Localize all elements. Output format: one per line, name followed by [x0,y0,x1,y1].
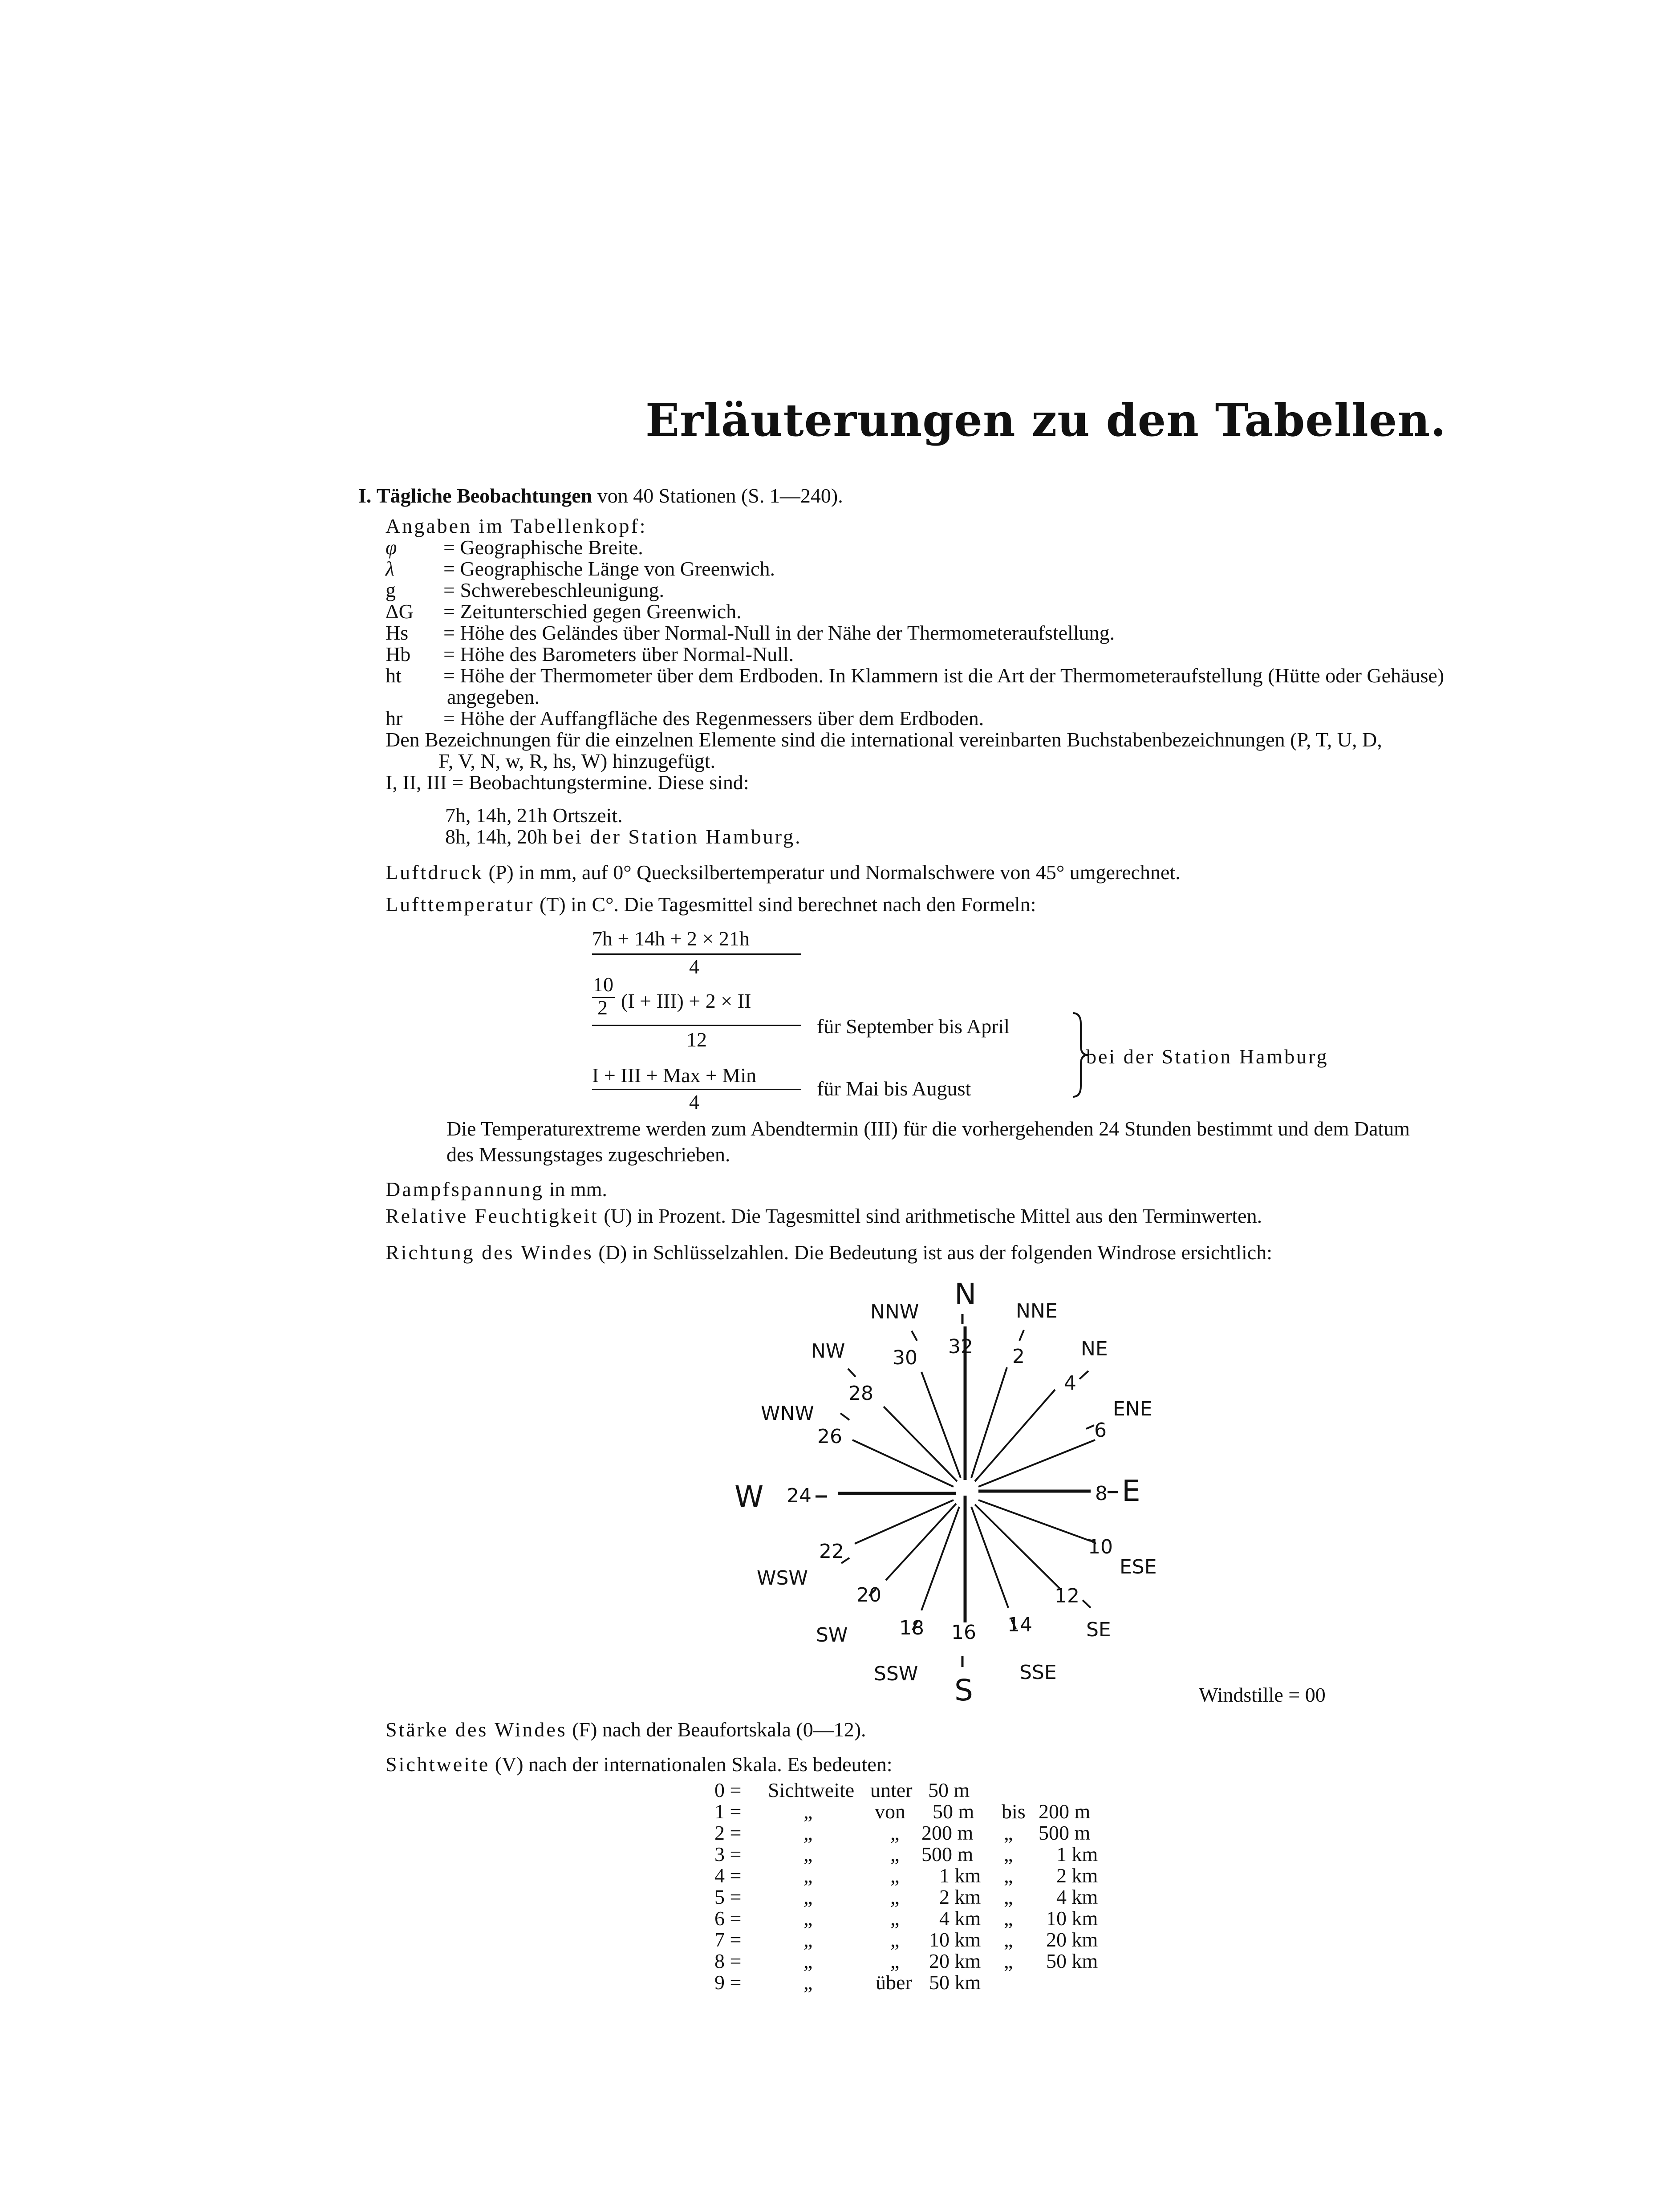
vis-quote: „ [803,1971,813,1994]
formula-3-numerator: I + III + Max + Min [592,1064,757,1087]
vis-quote: „ [803,1800,813,1823]
vis-to-label: „ [1004,1843,1013,1865]
vis-to-label: „ [1004,1821,1013,1844]
luftdruck-line [386,862,1181,883]
def-ht-cont [386,686,540,708]
def-text: = Höhe des Barometers über Normal-Null. [443,643,794,665]
vis-quote: „ [803,1907,813,1930]
wind-dir-line [386,1242,1272,1263]
formula-1-bar [592,953,801,955]
vis-code: 4 = [714,1864,742,1887]
vis-to-value: 500 m [1039,1821,1091,1844]
vis-quote: Sichtweite [768,1779,855,1801]
rose-label-wsw: WSW [757,1567,808,1590]
formula-1-numerator: 7h + 14h + 2 × 21h [592,927,750,950]
def-text: angegeben. [447,685,540,708]
windrose [734,1269,1202,1705]
feucht-label: Relative Feuchtigkeit [386,1204,599,1227]
vis-from-value: 200 m [921,1821,974,1844]
def-phi [386,537,643,558]
rose-tick-nnw [912,1331,917,1341]
vis-from-label: über [876,1971,912,1994]
rose-code-2: 2 [1012,1345,1025,1368]
formula-2-bar [592,1025,801,1026]
rose-ray-4 [975,1390,1055,1481]
vis-code: 1 = [714,1800,742,1823]
rose-label-wnw: WNW [761,1402,814,1425]
visibility-row [714,1886,1115,1908]
dampf-label: Dampfspannung [386,1178,544,1200]
vis-from-label: von [875,1800,905,1823]
formula-2-frac-den: 2 [597,996,608,1019]
lufttemp-line [386,894,1036,915]
page-title: Erläuterungen zu den Tabellen. [645,394,1447,446]
def-symbol: Hb [386,643,411,665]
vis-to-value: 1 km [1056,1843,1098,1865]
terms-local-label: Ortszeit. [552,804,623,827]
rose-label-w: W [734,1480,764,1514]
elements-line-2: F, V, N, w, R, hs, W) hinzugefügt. [438,750,716,772]
vis-from-label: unter [870,1779,913,1801]
terms-hamburg-times: 8h, 14h, 20h [445,825,548,848]
rose-label-ssw: SSW [874,1663,918,1685]
vis-from-value: 50 m [933,1800,974,1823]
rose-code-32: 32 [948,1335,973,1358]
rose-ray-10 [978,1500,1091,1541]
rose-label-ene: ENE [1113,1398,1152,1420]
vis-to-label: „ [1004,1928,1013,1951]
vis-from-value: 50 m [928,1779,970,1801]
rose-label-ne: NE [1081,1338,1108,1360]
vis-to-label: „ [1004,1886,1013,1908]
terms-local-times: 7h, 14h, 21h [445,804,548,827]
rose-code-26: 26 [817,1425,842,1448]
def-symbol: hr [386,707,403,730]
rose-ray-28 [884,1407,957,1481]
formula-2-frac-num: 10 [593,973,613,996]
rose-label-s: S [954,1673,973,1705]
vis-from-label: „ [890,1843,900,1865]
sicht-text: (V) nach der internationalen Skala. Es bedeuten: [495,1753,893,1776]
vis-code: 6 = [714,1907,742,1930]
def-text: = Höhe der Thermometer über dem Erdboden. In Klammern ist die Art der Thermometeraufstellung (Hütte oder Gehäuse) [443,664,1445,687]
staerke-line [386,1719,866,1740]
vis-code: 3 = [714,1843,742,1865]
vis-to-value: 2 km [1056,1864,1098,1887]
rose-code-10: 10 [1088,1536,1113,1558]
visibility-row [714,1972,1115,1993]
terms-hamburg [445,826,802,848]
rose-code-24: 24 [787,1484,812,1507]
rose-ray-2 [971,1367,1007,1478]
visibility-row [714,1865,1115,1886]
vis-to-value: 200 m [1039,1800,1091,1823]
staerke-text: (F) nach der Beaufortskala (0—12). [572,1718,866,1741]
rose-tick-nw [848,1369,856,1377]
sicht-line [386,1754,893,1775]
lufttemp-label: Lufttemperatur [386,893,535,916]
terms-local [445,805,623,826]
def-text: = Höhe des Geländes über Normal-Null in der Nähe der Thermometeraufstellung. [443,621,1115,644]
def-symbol: Hs [386,621,409,644]
vis-from-label: „ [890,1928,900,1951]
vis-from-value: 500 m [921,1843,974,1865]
rose-label-nw: NW [811,1340,845,1363]
rose-ray-14 [971,1507,1008,1608]
rose-ray-6 [978,1440,1095,1487]
def-hb [386,644,794,665]
section-heading [358,485,843,507]
vis-to-value: 10 km [1046,1907,1098,1930]
elements-line-1: Den Bezeichnungen für die einzelnen Elemente sind die international vereinbarten Buchstabenbezeichnungen (P, T, U, D, [386,728,1382,751]
def-symbol: λ [386,557,394,580]
formula-3-denominator: 4 [689,1091,699,1113]
vis-from-value: 10 km [929,1928,981,1951]
rose-ray-30 [921,1372,961,1478]
rose-code-4: 4 [1064,1372,1076,1395]
vis-to-value: 20 km [1046,1928,1098,1951]
vis-to-label: „ [1004,1864,1013,1887]
section-subtitle: von 40 Stationen (S. 1—240). [597,484,843,507]
vis-code: 2 = [714,1821,742,1844]
rose-code-8: 8 [1095,1482,1108,1505]
formula-2-label: für September bis April [817,1015,1010,1038]
vis-from-value: 2 km [939,1886,981,1908]
rose-label-nne: NNE [1016,1300,1058,1322]
def-lambda [386,558,775,580]
dampf-line [386,1179,607,1200]
def-text: = Geographische Länge von Greenwich. [443,557,775,580]
terms-hamburg-label: bei der Station Hamburg. [552,825,802,848]
vis-quote: „ [803,1821,813,1844]
terms-line: I, II, III = Beobachtungstermine. Diese sind: [386,771,749,794]
vis-quote: „ [803,1886,813,1908]
vis-to-value: 4 km [1056,1886,1098,1908]
formula-station-label: bei der Station Hamburg [1086,1045,1329,1068]
vis-quote: „ [803,1864,813,1887]
rose-code-14: 14 [1007,1614,1032,1636]
rose-tick-ne [1079,1371,1088,1379]
vis-from-value: 50 km [929,1971,981,1994]
visibility-row [714,1801,1115,1822]
extremes-line-2: des Messungstages zugeschrieben. [446,1143,730,1166]
feucht-line [386,1205,1262,1227]
section-number: I. [358,484,372,507]
def-text: = Geographische Breite. [443,536,643,559]
vis-code: 9 = [714,1971,742,1994]
vis-code: 5 = [714,1886,742,1908]
def-symbol: g [386,579,396,601]
vis-to-label: „ [1004,1950,1013,1972]
formula-2-numerator: (I + III) + 2 × II [621,989,751,1012]
vis-quote: „ [803,1843,813,1865]
dampf-text: in mm. [549,1178,607,1200]
formula-3-bar [592,1089,801,1090]
rose-label-se: SE [1086,1618,1111,1641]
luftdruck-label: Luftdruck [386,861,483,884]
formula-2-denominator: 12 [686,1028,707,1051]
vis-from-value: 20 km [929,1950,981,1972]
rose-tick-nne [1019,1330,1024,1341]
rose-label-e: E [1122,1474,1140,1508]
windstille-note: Windstille = 00 [1199,1683,1326,1706]
def-g [386,580,664,601]
def-text: = Höhe der Auffangfläche des Regenmessers über dem Erdboden. [443,707,984,730]
wind-dir-label: Richtung des Windes [386,1241,593,1264]
vis-from-label: „ [890,1864,900,1887]
formula-3-label: für Mai bis August [817,1077,971,1100]
rose-ray-12 [975,1504,1059,1588]
vis-quote: „ [803,1928,813,1951]
section-title: Tägliche Beobachtungen [376,484,592,507]
vis-quote: „ [803,1950,813,1972]
lufttemp-text: (T) in C°. Die Tagesmittel sind berechnet nach den Formeln: [539,893,1036,916]
rose-code-12: 12 [1055,1585,1079,1607]
vis-to-value: 50 km [1046,1950,1098,1972]
staerke-label: Stärke des Windes [386,1718,567,1741]
rose-code-20: 20 [856,1584,881,1606]
visibility-row [714,1822,1115,1844]
vis-from-value: 1 km [939,1864,981,1887]
vis-from-label: „ [890,1950,900,1972]
vis-code: 7 = [714,1928,742,1951]
visibility-row [714,1780,1115,1801]
rose-label-nnw: NNW [870,1301,919,1323]
vis-to-label: „ [1004,1907,1013,1930]
rose-tick-se [1083,1600,1091,1608]
rose-tick-wnw [840,1413,849,1420]
visibility-row [714,1951,1115,1972]
vis-code: 0 = [714,1779,742,1801]
vis-to-label: bis [1002,1800,1026,1823]
def-text: = Schwerebeschleunigung. [443,579,665,601]
sicht-label: Sichtweite [386,1753,490,1776]
visibility-row [714,1908,1115,1929]
rose-code-22: 22 [819,1540,844,1563]
rose-label-n: N [954,1277,977,1311]
def-symbol: ht [386,664,402,687]
rose-code-28: 28 [848,1382,873,1405]
visibility-row [714,1929,1115,1951]
def-hr [386,708,984,729]
rose-label-sse: SSE [1019,1661,1057,1684]
rose-tick-ene [1086,1425,1094,1429]
vis-from-label: „ [890,1907,900,1930]
def-symbol: φ [386,536,397,559]
vis-from-label: „ [890,1886,900,1908]
vis-from-label: „ [890,1821,900,1844]
rose-ray-18 [921,1507,959,1610]
formula-1-denominator: 4 [689,955,699,978]
def-hs [386,622,1115,644]
rose-code-18: 18 [899,1617,924,1639]
extremes-line-1: Die Temperaturextreme werden zum Abendtermin (III) für die vorhergehenden 24 Stunden bestimmt und dem Datum [446,1117,1410,1140]
luftdruck-text: (P) in mm, auf 0° Quecksilbertemperatur und Normalschwere von 45° umgerechnet. [488,861,1181,884]
def-delta-g [386,601,742,622]
def-symbol: ΔG [386,600,414,623]
rose-code-16: 16 [951,1621,976,1644]
vis-from-value: 4 km [939,1907,981,1930]
wind-dir-text: (D) in Schlüsselzahlen. Die Bedeutung ist aus der folgenden Windrose ersichtlich: [598,1241,1272,1264]
rose-label-ese: ESE [1120,1556,1157,1578]
header-intro: Angaben im Tabellenkopf: [386,515,647,537]
def-text: = Zeitunterschied gegen Greenwich. [443,600,742,623]
rose-code-30: 30 [893,1346,917,1369]
rose-label-sw: SW [816,1624,848,1646]
feucht-text: (U) in Prozent. Die Tagesmittel sind arithmetische Mittel aus den Terminwerten. [604,1204,1262,1227]
vis-code: 8 = [714,1950,742,1972]
def-ht [386,665,1444,686]
visibility-row [714,1844,1115,1865]
rose-code-6: 6 [1094,1419,1107,1442]
